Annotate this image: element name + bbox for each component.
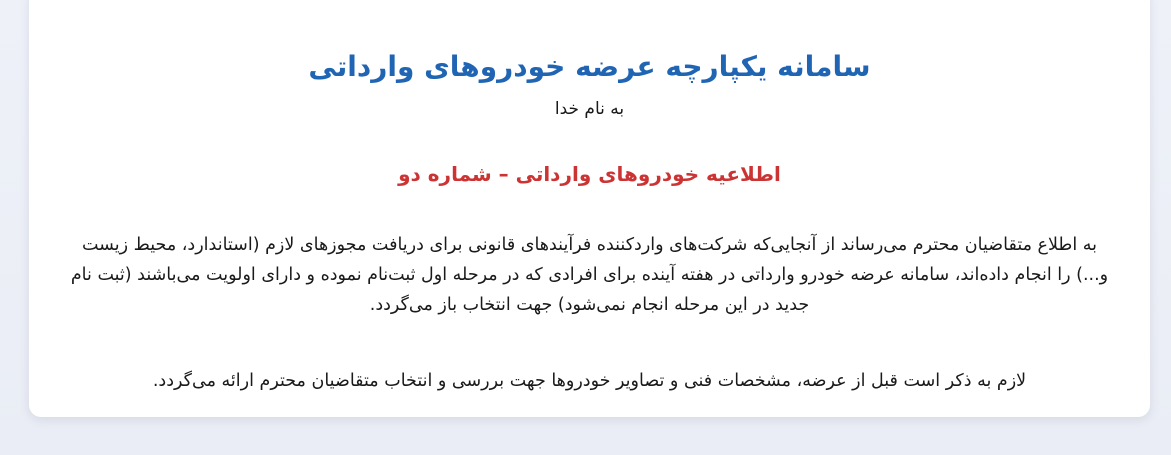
page-title: سامانه یکپارچه عرضه خودروهای وارداتی (308, 50, 871, 83)
announcement-card (29, 0, 1150, 417)
bismillah-text: به نام خدا (554, 99, 625, 119)
notice-body-paragraph: به اطلاع متقاضیان محترم می‌رساند از آنجایی‌که شرکت‌های واردکننده فرآیندهای قانونی برای دریافت مجوزهای لازم (استاندارد، محیط زیست و...) را انجام داده‌اند، سامانه عرضه خودرو وارداتی در هفته آینده برای افرادی که در مرحله اول ثبت‌نام نموده و دارای اولویت می‌باشند (ثبت نام جدید در این مرحله انجام نمی‌شود) جهت انتخاب باز می‌گردد. (70, 235, 1109, 315)
notice-footnote-paragraph: لازم به ذکر است قبل از عرضه، مشخصات فنی و تصاویر خودروها جهت بررسی و انتخاب متقاضیان محترم ارائه می‌گردد. (152, 371, 1027, 391)
notice-heading: اطلاعیه خودروهای وارداتی – شماره دو (398, 162, 781, 186)
